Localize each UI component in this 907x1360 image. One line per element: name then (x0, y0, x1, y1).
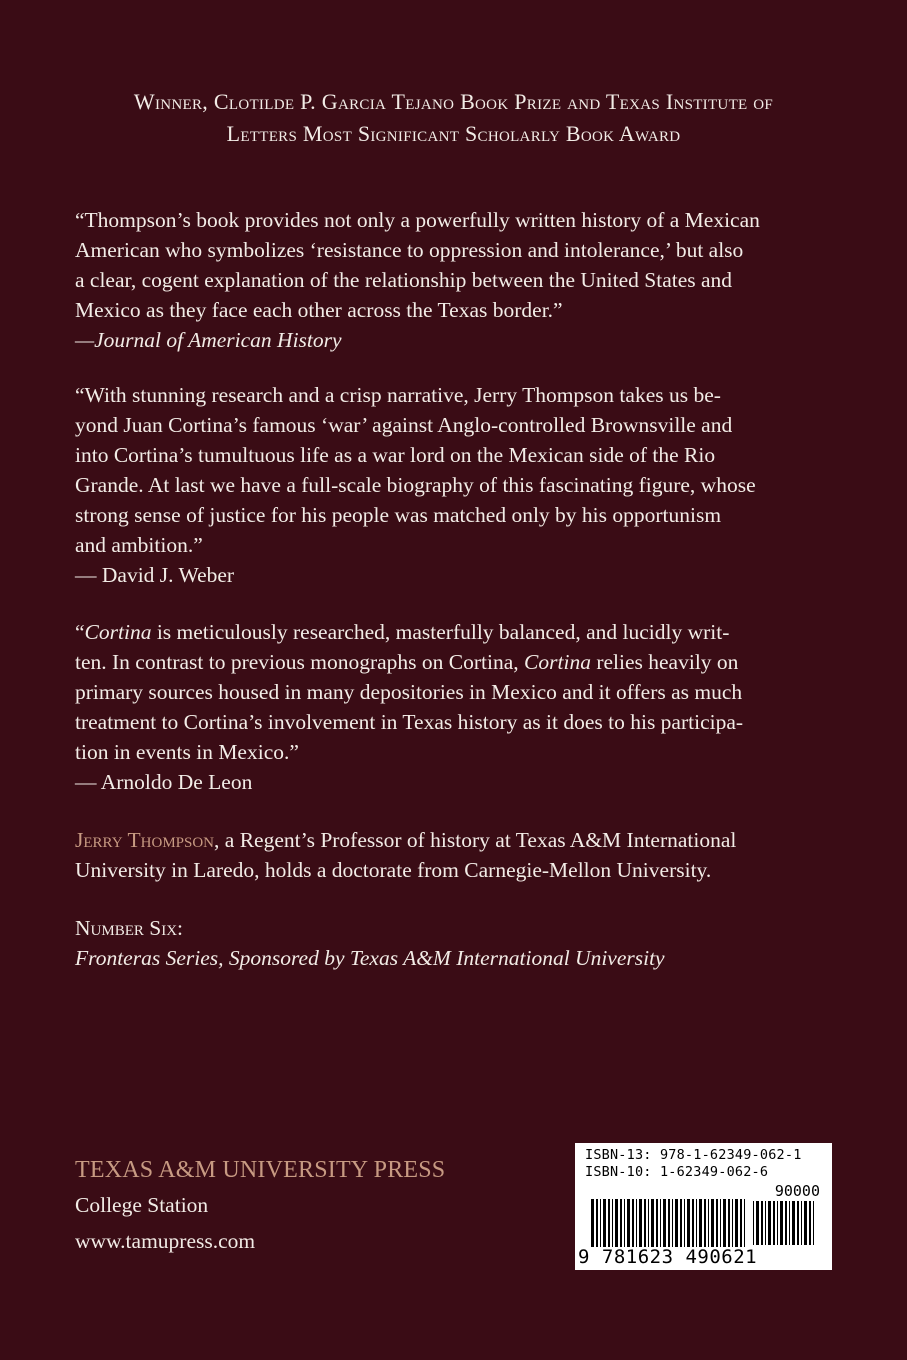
blurb-line: “Thompson’s book provides not only a powerfully written history of a Mexican (75, 208, 760, 232)
barcode-bar (668, 1199, 670, 1247)
barcode-bar (789, 1201, 790, 1245)
barcode-bar (672, 1199, 673, 1247)
barcode-bar (663, 1199, 666, 1247)
barcode-bar (624, 1199, 625, 1247)
blurb-line: and ambition.” (75, 533, 203, 557)
barcode-bar (777, 1201, 778, 1245)
barcode-bar (608, 1199, 610, 1247)
barcode-bar (612, 1199, 613, 1247)
barcode-bar (656, 1199, 658, 1247)
blurb-line: ten. In contrast to previous monographs on Cortina, Cortina relies heavily on (75, 650, 739, 674)
series-info (75, 913, 845, 973)
barcode-bar (716, 1199, 718, 1247)
barcode-bar (708, 1199, 709, 1247)
barcode-bar (596, 1199, 598, 1247)
blurb-line: treatment to Cortina’s involvement in Texas history as it does to his participa- (75, 710, 744, 734)
barcode-bar (780, 1201, 783, 1245)
barcode-bar (768, 1201, 771, 1245)
barcode-bar (773, 1201, 775, 1245)
barcode-bar (696, 1199, 697, 1247)
barcode-bar (720, 1199, 721, 1247)
barcode-bar (704, 1199, 706, 1247)
barcode-bar (711, 1199, 714, 1247)
author-bio-line: Jerry Thompson, a Regent’s Professor of history at Texas A&M International (75, 828, 737, 852)
blurb-attribution: —Journal of American History (75, 328, 342, 352)
award-line-2: Letters Most Significant Scholarly Book Award (226, 121, 681, 146)
barcode-bar (687, 1199, 690, 1247)
series-number: Number Six: (75, 916, 184, 940)
series-name: Fronteras Series, Sponsored by Texas A&M International University (75, 946, 665, 970)
barcode-bar (615, 1199, 618, 1247)
barcode-bar (660, 1199, 661, 1247)
blurb-line: into Cortina’s tumultuous life as a war lord on the Mexican side of the Rio (75, 443, 716, 467)
isbn-10: ISBN-10: 1-62349-062-6 (585, 1164, 769, 1180)
barcode-bar (591, 1199, 594, 1247)
barcode-bar (644, 1199, 646, 1247)
publisher-location: College Station (75, 1193, 209, 1217)
isbn-13: ISBN-13: 978-1-62349-062-1 (585, 1147, 802, 1163)
book-title-cortina: Cortina (524, 650, 591, 674)
blurb-line: primary sources housed in many depositories in Mexico and it offers as much (75, 680, 743, 704)
barcode-bar (728, 1199, 730, 1247)
barcode-bar (680, 1199, 682, 1247)
publisher-name: TEXAS A&M UNIVERSITY PRESS (75, 1157, 446, 1183)
barcode-bar (744, 1199, 745, 1247)
blurb-line: yond Juan Cortina’s famous ‘war’ against Anglo-controlled Brownsville and (75, 413, 733, 437)
barcode-bar (692, 1199, 694, 1247)
barcode-bar (636, 1199, 637, 1247)
barcode-bar (620, 1199, 622, 1247)
barcode-bar (735, 1199, 738, 1247)
book-title-cortina: Cortina (84, 620, 152, 644)
blurb-line: Mexico as they face each other across the Texas border.” (75, 298, 563, 322)
blurb-attribution: — Arnoldo De Leon (75, 770, 253, 794)
barcode-bar (639, 1199, 642, 1247)
award-line-1: Winner, Clotilde P. Garcia Tejano Book Prize and Texas Institute of (133, 89, 774, 114)
barcode-bar (804, 1201, 807, 1245)
blurb-arnoldo-de-leon (75, 617, 845, 797)
barcode-bar (675, 1199, 678, 1247)
author-bio-line: University in Laredo, holds a doctorate from Carnegie-Mellon University. (75, 858, 712, 882)
barcode-bar (813, 1201, 814, 1245)
barcode-bar (684, 1199, 685, 1247)
barcode-bar (651, 1199, 654, 1247)
publisher-website: www.tamupress.com (75, 1229, 256, 1253)
author-bio (75, 825, 845, 885)
barcode-bar (756, 1201, 759, 1245)
blurb-david-weber (75, 380, 845, 590)
blurb-line: strong sense of justice for his people was matched only by his opportunism (75, 503, 722, 527)
barcode-panel (575, 1143, 832, 1270)
blurb-line: “Cortina is meticulously researched, masterfully balanced, and lucidly writ- (75, 620, 730, 644)
barcode-bar (648, 1199, 649, 1247)
barcode-bar (753, 1201, 754, 1245)
addon-barcode (753, 1201, 817, 1245)
barcode-bar (732, 1199, 733, 1247)
barcode-bar (699, 1199, 702, 1247)
barcode-bar (809, 1201, 811, 1245)
barcode-bar (792, 1201, 795, 1245)
barcode-bar (600, 1199, 601, 1247)
blurb-line: a clear, cogent explanation of the relationship between the United States and (75, 268, 733, 292)
author-name: Jerry Thompson (75, 828, 215, 852)
barcode-bar (723, 1199, 726, 1247)
blurb-journal-of-american-history (75, 205, 845, 355)
blurb-attribution: — David J. Weber (75, 563, 235, 587)
award-statement (60, 86, 847, 150)
price-code: 90000 (774, 1182, 820, 1200)
blurb-line: Grande. At last we have a full-scale biography of this fascinating figure, whose (75, 473, 756, 497)
barcode-bar (603, 1199, 606, 1247)
barcode-bar (765, 1201, 766, 1245)
blurb-line: American who symbolizes ‘resistance to oppression and intolerance,’ but also (75, 238, 744, 262)
blurb-line: “With stunning research and a crisp narrative, Jerry Thompson takes us be- (75, 383, 721, 407)
barcode-bar (797, 1201, 799, 1245)
barcode-bar (801, 1201, 802, 1245)
barcode-bar (761, 1201, 763, 1245)
blurb-line: tion in events in Mexico.” (75, 740, 299, 764)
barcode-bar (740, 1199, 742, 1247)
barcode-bar (785, 1201, 787, 1245)
barcode-bar (627, 1199, 630, 1247)
ean-barcode (591, 1199, 749, 1247)
ean-digits: 9 781623 490621 (578, 1246, 758, 1268)
barcode-bar (632, 1199, 634, 1247)
